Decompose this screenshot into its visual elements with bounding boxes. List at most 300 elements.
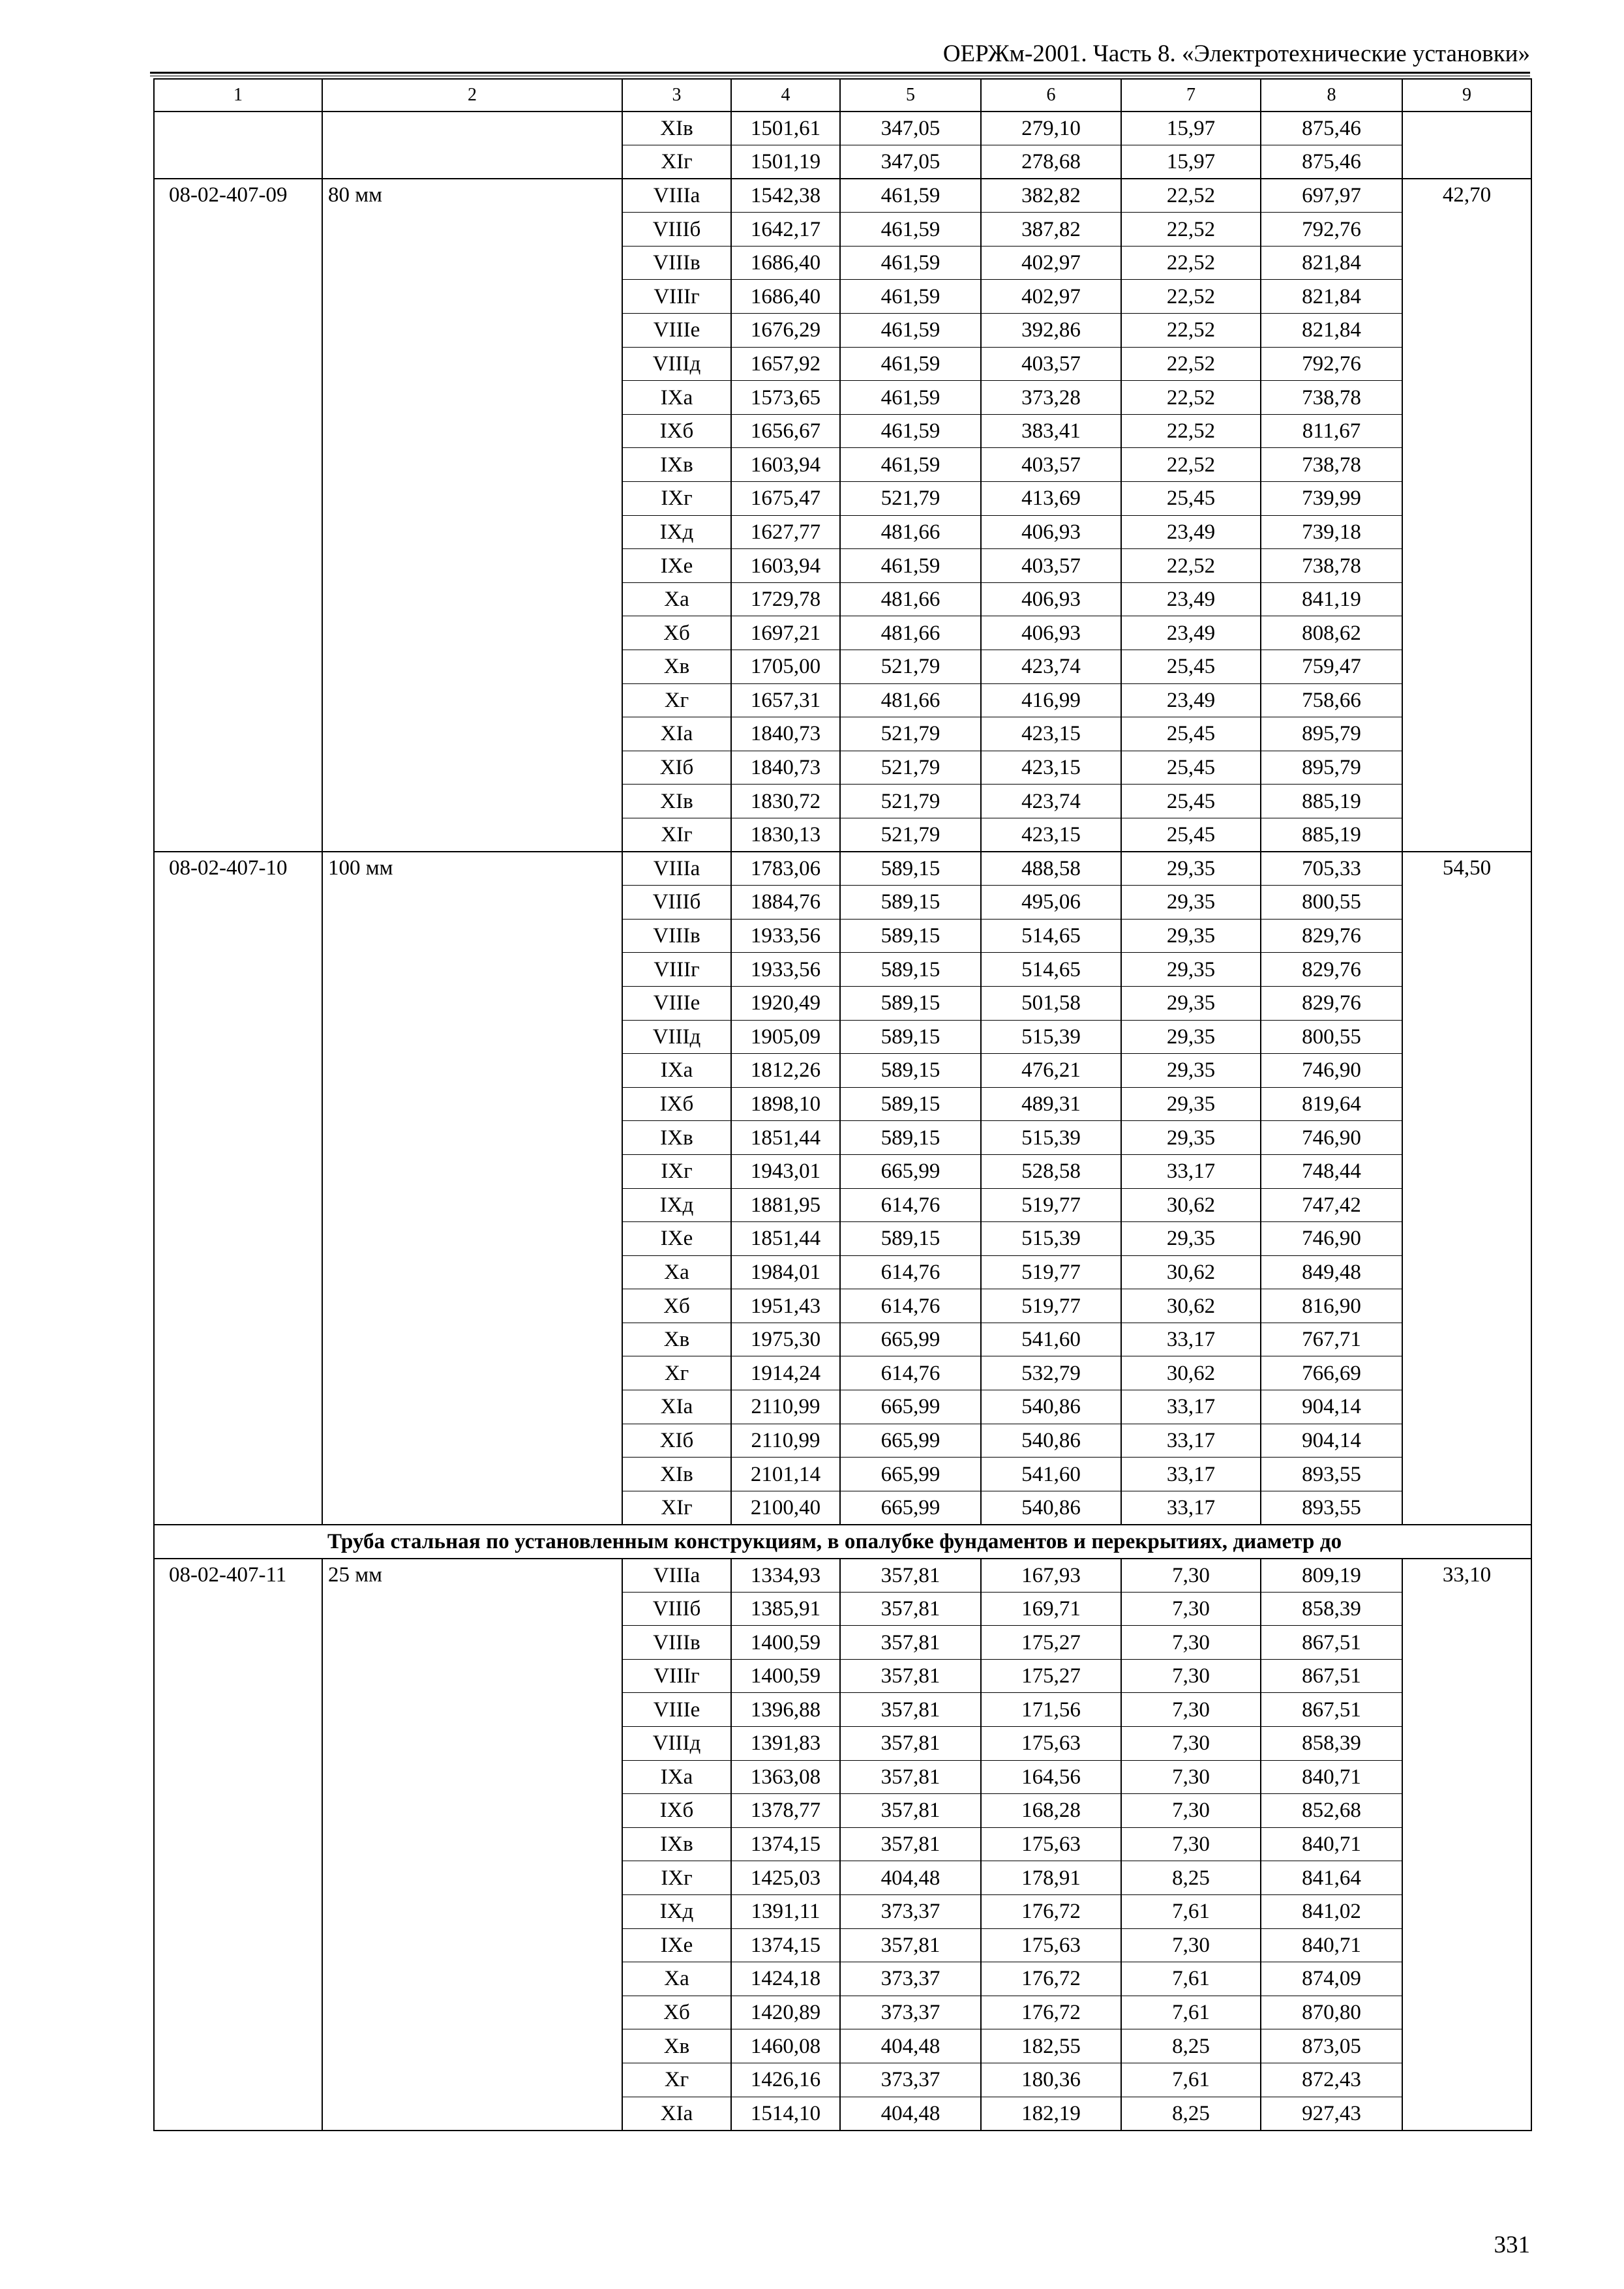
machine-cost-cell: 515,39 [981,1222,1121,1256]
material-cost-cell: 870,80 [1261,1996,1402,2029]
zone-cell: VIIIе [622,314,731,348]
machinist-wage-cell: 29,35 [1121,1087,1261,1121]
material-cost-cell: 849,48 [1261,1255,1402,1289]
machine-cost-cell: 175,63 [981,1727,1121,1761]
labor-wage-cell: 461,59 [840,381,981,415]
zone-cell: Xв [622,1323,731,1356]
direct-cost-cell: 1400,59 [731,1626,840,1660]
machine-cost-cell: 382,82 [981,179,1121,213]
column-number-header: 6 [981,79,1121,112]
rate-name-cell: 80 мм [322,179,622,852]
machinist-wage-cell: 15,97 [1121,112,1261,145]
material-cost-cell: 748,44 [1261,1154,1402,1188]
labor-hours-cell [1402,112,1531,179]
zone-cell: VIIIб [622,1592,731,1626]
zone-cell: IXе [622,1928,731,1962]
material-cost-cell: 904,14 [1261,1424,1402,1458]
name-cell [322,112,622,179]
labor-wage-cell: 481,66 [840,515,981,549]
direct-cost-cell: 1425,03 [731,1861,840,1895]
material-cost-cell: 738,78 [1261,549,1402,583]
material-cost-cell: 893,55 [1261,1458,1402,1491]
labor-wage-cell: 589,15 [840,1222,981,1256]
labor-wage-cell: 521,79 [840,818,981,852]
zone-cell: IXв [622,1121,731,1155]
machinist-wage-cell: 7,30 [1121,1592,1261,1626]
machinist-wage-cell: 33,17 [1121,1424,1261,1458]
zone-cell: Xв [622,2029,731,2063]
machine-cost-cell: 406,93 [981,582,1121,616]
machine-cost-cell: 501,58 [981,986,1121,1020]
code-cell [154,112,322,179]
labor-wage-cell: 357,81 [840,1592,981,1626]
labor-wage-cell: 589,15 [840,886,981,920]
direct-cost-cell: 2110,99 [731,1424,840,1458]
zone-cell: IXа [622,1054,731,1088]
zone-cell: XIа [622,2097,731,2131]
direct-cost-cell: 1424,18 [731,1962,840,1996]
material-cost-cell: 800,55 [1261,1020,1402,1054]
zone-cell: VIIIв [622,1626,731,1660]
machinist-wage-cell: 7,30 [1121,1827,1261,1861]
labor-wage-cell: 481,66 [840,683,981,717]
direct-cost-cell: 1914,24 [731,1356,840,1390]
machine-cost-cell: 519,77 [981,1188,1121,1222]
material-cost-cell: 819,64 [1261,1087,1402,1121]
zone-cell: Xб [622,616,731,650]
machinist-wage-cell: 29,35 [1121,1054,1261,1088]
column-number-header: 7 [1121,79,1261,112]
zone-cell: VIIIд [622,1020,731,1054]
direct-cost-cell: 1363,08 [731,1760,840,1794]
machine-cost-cell: 514,65 [981,953,1121,987]
labor-wage-cell: 357,81 [840,1928,981,1962]
machine-cost-cell: 403,57 [981,448,1121,482]
labor-wage-cell: 347,05 [840,145,981,179]
material-cost-cell: 746,90 [1261,1222,1402,1256]
labor-wage-cell: 665,99 [840,1424,981,1458]
machine-cost-cell: 406,93 [981,515,1121,549]
direct-cost-cell: 1783,06 [731,852,840,886]
material-cost-cell: 697,97 [1261,179,1402,213]
machine-cost-cell: 519,77 [981,1255,1121,1289]
machine-cost-cell: 540,86 [981,1491,1121,1525]
direct-cost-cell: 1642,17 [731,213,840,247]
zone-cell: Xа [622,1962,731,1996]
material-cost-cell: 927,43 [1261,2097,1402,2131]
machine-cost-cell: 519,77 [981,1289,1121,1323]
direct-cost-cell: 1334,93 [731,1559,840,1593]
machine-cost-cell: 278,68 [981,145,1121,179]
material-cost-cell: 867,51 [1261,1693,1402,1727]
direct-cost-cell: 1920,49 [731,986,840,1020]
direct-cost-cell: 1391,11 [731,1894,840,1928]
material-cost-cell: 840,71 [1261,1760,1402,1794]
material-cost-cell: 895,79 [1261,751,1402,785]
zone-cell: IXд [622,1188,731,1222]
machine-cost-cell: 387,82 [981,213,1121,247]
labor-wage-cell: 461,59 [840,549,981,583]
machine-cost-cell: 383,41 [981,414,1121,448]
labor-wage-cell: 521,79 [840,717,981,751]
machine-cost-cell: 176,72 [981,1894,1121,1928]
machinist-wage-cell: 22,52 [1121,381,1261,415]
direct-cost-cell: 1675,47 [731,482,840,516]
material-cost-cell: 759,47 [1261,650,1402,684]
material-cost-cell: 821,84 [1261,314,1402,348]
direct-cost-cell: 1374,15 [731,1928,840,1962]
machinist-wage-cell: 7,61 [1121,2063,1261,2097]
machinist-wage-cell: 30,62 [1121,1289,1261,1323]
labor-wage-cell: 461,59 [840,280,981,314]
labor-wage-cell: 521,79 [840,482,981,516]
machine-cost-cell: 423,15 [981,717,1121,751]
labor-wage-cell: 589,15 [840,1020,981,1054]
material-cost-cell: 746,90 [1261,1121,1402,1155]
labor-wage-cell: 461,59 [840,448,981,482]
zone-cell: IXб [622,1794,731,1828]
labor-wage-cell: 589,15 [840,986,981,1020]
labor-wage-cell: 461,59 [840,347,981,381]
machinist-wage-cell: 23,49 [1121,582,1261,616]
machinist-wage-cell: 15,97 [1121,145,1261,179]
zone-cell: VIIIг [622,280,731,314]
machinist-wage-cell: 33,17 [1121,1390,1261,1424]
direct-cost-cell: 1933,56 [731,953,840,987]
material-cost-cell: 841,19 [1261,582,1402,616]
direct-cost-cell: 1905,09 [731,1020,840,1054]
machine-cost-cell: 403,57 [981,549,1121,583]
zone-cell: IXа [622,1760,731,1794]
labor-wage-cell: 521,79 [840,650,981,684]
labor-wage-cell: 373,37 [840,1962,981,1996]
material-cost-cell: 858,39 [1261,1592,1402,1626]
zone-cell: XIв [622,112,731,145]
machine-cost-cell: 182,19 [981,2097,1121,2131]
zone-cell: VIIIв [622,919,731,953]
machinist-wage-cell: 22,52 [1121,414,1261,448]
labor-wage-cell: 589,15 [840,1121,981,1155]
material-cost-cell: 800,55 [1261,886,1402,920]
machine-cost-cell: 423,74 [981,785,1121,818]
labor-wage-cell: 521,79 [840,751,981,785]
zone-cell: VIIIа [622,852,731,886]
direct-cost-cell: 1603,94 [731,448,840,482]
labor-wage-cell: 614,76 [840,1255,981,1289]
labor-hours-cell: 33,10 [1402,1559,1531,2131]
column-number-row [154,79,1531,112]
machinist-wage-cell: 23,49 [1121,515,1261,549]
material-cost-cell: 874,09 [1261,1962,1402,1996]
machine-cost-cell: 476,21 [981,1054,1121,1088]
table-row [154,112,1531,145]
zone-cell: IXд [622,515,731,549]
machine-cost-cell: 540,86 [981,1390,1121,1424]
machinist-wage-cell: 25,45 [1121,650,1261,684]
section-title-row [154,1525,1531,1559]
machinist-wage-cell: 29,35 [1121,919,1261,953]
zone-cell: XIв [622,1458,731,1491]
material-cost-cell: 858,39 [1261,1727,1402,1761]
zone-cell: VIIIа [622,1559,731,1593]
table-row [154,852,1531,886]
material-cost-cell: 705,33 [1261,852,1402,886]
zone-cell: IXд [622,1894,731,1928]
zone-cell: VIIIд [622,1727,731,1761]
material-cost-cell: 811,67 [1261,414,1402,448]
rates-table [153,78,1532,2131]
rate-name-cell: 25 мм [322,1559,622,2131]
labor-wage-cell: 373,37 [840,1894,981,1928]
direct-cost-cell: 1676,29 [731,314,840,348]
machine-cost-cell: 402,97 [981,246,1121,280]
machine-cost-cell: 540,86 [981,1424,1121,1458]
material-cost-cell: 821,84 [1261,246,1402,280]
direct-cost-cell: 1951,43 [731,1289,840,1323]
rate-code-cell: 08-02-407-10 [154,852,322,1525]
labor-wage-cell: 357,81 [840,1727,981,1761]
material-cost-cell: 895,79 [1261,717,1402,751]
labor-wage-cell: 665,99 [840,1323,981,1356]
column-number-header: 3 [622,79,731,112]
machinist-wage-cell: 25,45 [1121,818,1261,852]
direct-cost-cell: 2110,99 [731,1390,840,1424]
material-cost-cell: 747,42 [1261,1188,1402,1222]
material-cost-cell: 816,90 [1261,1289,1402,1323]
direct-cost-cell: 1657,92 [731,347,840,381]
table-row [154,1559,1531,1593]
material-cost-cell: 738,78 [1261,381,1402,415]
zone-cell: Xг [622,1356,731,1390]
labor-wage-cell: 665,99 [840,1154,981,1188]
direct-cost-cell: 1400,59 [731,1659,840,1693]
zone-cell: VIIIв [622,246,731,280]
machine-cost-cell: 392,86 [981,314,1121,348]
direct-cost-cell: 2101,14 [731,1458,840,1491]
machinist-wage-cell: 29,35 [1121,1020,1261,1054]
machinist-wage-cell: 22,52 [1121,246,1261,280]
zone-cell: IXб [622,414,731,448]
labor-wage-cell: 589,15 [840,953,981,987]
zone-cell: VIIIа [622,179,731,213]
direct-cost-cell: 1420,89 [731,1996,840,2029]
direct-cost-cell: 1830,13 [731,818,840,852]
direct-cost-cell: 1933,56 [731,919,840,953]
material-cost-cell: 739,18 [1261,515,1402,549]
labor-wage-cell: 614,76 [840,1289,981,1323]
direct-cost-cell: 2100,40 [731,1491,840,1525]
labor-wage-cell: 357,81 [840,1794,981,1828]
zone-cell: VIIIб [622,886,731,920]
machinist-wage-cell: 22,52 [1121,280,1261,314]
machine-cost-cell: 167,93 [981,1559,1121,1593]
zone-cell: Xа [622,1255,731,1289]
zone-cell: XIа [622,1390,731,1424]
zone-cell: XIв [622,785,731,818]
material-cost-cell: 792,76 [1261,347,1402,381]
machine-cost-cell: 515,39 [981,1020,1121,1054]
machinist-wage-cell: 22,52 [1121,549,1261,583]
machinist-wage-cell: 33,17 [1121,1491,1261,1525]
column-number-header: 2 [322,79,622,112]
machinist-wage-cell: 30,62 [1121,1255,1261,1289]
labor-wage-cell: 481,66 [840,582,981,616]
machinist-wage-cell: 22,52 [1121,314,1261,348]
machinist-wage-cell: 33,17 [1121,1458,1261,1491]
labor-wage-cell: 373,37 [840,1996,981,2029]
zone-cell: IXг [622,1861,731,1895]
zone-cell: IXб [622,1087,731,1121]
labor-wage-cell: 357,81 [840,1693,981,1727]
material-cost-cell: 840,71 [1261,1827,1402,1861]
machine-cost-cell: 423,74 [981,650,1121,684]
labor-wage-cell: 665,99 [840,1491,981,1525]
direct-cost-cell: 1884,76 [731,886,840,920]
material-cost-cell: 766,69 [1261,1356,1402,1390]
direct-cost-cell: 1686,40 [731,246,840,280]
machinist-wage-cell: 29,35 [1121,852,1261,886]
machinist-wage-cell: 29,35 [1121,953,1261,987]
machine-cost-cell: 178,91 [981,1861,1121,1895]
machine-cost-cell: 495,06 [981,886,1121,920]
direct-cost-cell: 1705,00 [731,650,840,684]
material-cost-cell: 808,62 [1261,616,1402,650]
material-cost-cell: 841,02 [1261,1894,1402,1928]
machinist-wage-cell: 7,30 [1121,1559,1261,1593]
labor-wage-cell: 589,15 [840,919,981,953]
direct-cost-cell: 1391,83 [731,1727,840,1761]
labor-wage-cell: 461,59 [840,179,981,213]
labor-wage-cell: 461,59 [840,414,981,448]
machinist-wage-cell: 8,25 [1121,1861,1261,1895]
labor-wage-cell: 461,59 [840,246,981,280]
labor-wage-cell: 614,76 [840,1356,981,1390]
machine-cost-cell: 413,69 [981,482,1121,516]
material-cost-cell: 841,64 [1261,1861,1402,1895]
zone-cell: IXв [622,1827,731,1861]
column-number-header: 4 [731,79,840,112]
machine-cost-cell: 175,63 [981,1928,1121,1962]
table-row [154,179,1531,213]
zone-cell: XIа [622,717,731,751]
machinist-wage-cell: 7,30 [1121,1626,1261,1660]
direct-cost-cell: 1656,67 [731,414,840,448]
zone-cell: IXв [622,448,731,482]
direct-cost-cell: 1501,61 [731,112,840,145]
machine-cost-cell: 402,97 [981,280,1121,314]
machine-cost-cell: 541,60 [981,1323,1121,1356]
machinist-wage-cell: 30,62 [1121,1188,1261,1222]
machine-cost-cell: 373,28 [981,381,1121,415]
section-title: Труба стальная по установленным конструкциям, в опалубке фундаментов и перекрытиях, диаметр до [154,1525,1531,1559]
material-cost-cell: 809,19 [1261,1559,1402,1593]
machinist-wage-cell: 7,61 [1121,1962,1261,1996]
machinist-wage-cell: 25,45 [1121,482,1261,516]
direct-cost-cell: 1851,44 [731,1222,840,1256]
machine-cost-cell: 532,79 [981,1356,1121,1390]
rate-name-cell: 100 мм [322,852,622,1525]
machinist-wage-cell: 7,30 [1121,1794,1261,1828]
material-cost-cell: 885,19 [1261,785,1402,818]
machinist-wage-cell: 7,61 [1121,1894,1261,1928]
zone-cell: Xб [622,1289,731,1323]
material-cost-cell: 746,90 [1261,1054,1402,1088]
machine-cost-cell: 514,65 [981,919,1121,953]
direct-cost-cell: 1603,94 [731,549,840,583]
rate-code-cell: 08-02-407-09 [154,179,322,852]
machine-cost-cell: 488,58 [981,852,1121,886]
direct-cost-cell: 1697,21 [731,616,840,650]
material-cost-cell: 840,71 [1261,1928,1402,1962]
zone-cell: Xг [622,683,731,717]
labor-wage-cell: 589,15 [840,852,981,886]
direct-cost-cell: 1542,38 [731,179,840,213]
machinist-wage-cell: 7,30 [1121,1928,1261,1962]
material-cost-cell: 821,84 [1261,280,1402,314]
machinist-wage-cell: 8,25 [1121,2097,1261,2131]
material-cost-cell: 867,51 [1261,1626,1402,1660]
machinist-wage-cell: 7,30 [1121,1727,1261,1761]
machine-cost-cell: 176,72 [981,1996,1121,2029]
labor-wage-cell: 357,81 [840,1760,981,1794]
page-number: 331 [1494,2232,1530,2258]
zone-cell: Xб [622,1996,731,2029]
material-cost-cell: 885,19 [1261,818,1402,852]
material-cost-cell: 852,68 [1261,1794,1402,1828]
machinist-wage-cell: 29,35 [1121,986,1261,1020]
machine-cost-cell: 175,27 [981,1626,1121,1660]
zone-cell: XIб [622,751,731,785]
direct-cost-cell: 1881,95 [731,1188,840,1222]
labor-wage-cell: 357,81 [840,1626,981,1660]
zone-cell: VIIIд [622,347,731,381]
zone-cell: Xг [622,2063,731,2097]
direct-cost-cell: 1396,88 [731,1693,840,1727]
running-header: ОЕРЖм-2001. Часть 8. «Электротехнические установки» [942,40,1530,67]
labor-wage-cell: 589,15 [840,1054,981,1088]
direct-cost-cell: 1943,01 [731,1154,840,1188]
labor-wage-cell: 404,48 [840,2097,981,2131]
direct-cost-cell: 1374,15 [731,1827,840,1861]
direct-cost-cell: 1501,19 [731,145,840,179]
machinist-wage-cell: 25,45 [1121,785,1261,818]
direct-cost-cell: 1460,08 [731,2029,840,2063]
machinist-wage-cell: 7,30 [1121,1693,1261,1727]
rate-code-cell: 08-02-407-11 [154,1559,322,2131]
machine-cost-cell: 176,72 [981,1962,1121,1996]
direct-cost-cell: 1830,72 [731,785,840,818]
machinist-wage-cell: 33,17 [1121,1323,1261,1356]
direct-cost-cell: 1851,44 [731,1121,840,1155]
machinist-wage-cell: 22,52 [1121,448,1261,482]
machine-cost-cell: 406,93 [981,616,1121,650]
labor-wage-cell: 347,05 [840,112,981,145]
machinist-wage-cell: 22,52 [1121,213,1261,247]
machinist-wage-cell: 7,61 [1121,1996,1261,2029]
machine-cost-cell: 423,15 [981,751,1121,785]
direct-cost-cell: 1984,01 [731,1255,840,1289]
labor-wage-cell: 521,79 [840,785,981,818]
labor-wage-cell: 373,37 [840,2063,981,2097]
labor-wage-cell: 357,81 [840,1559,981,1593]
machinist-wage-cell: 23,49 [1121,616,1261,650]
direct-cost-cell: 1898,10 [731,1087,840,1121]
machinist-wage-cell: 29,35 [1121,886,1261,920]
direct-cost-cell: 1514,10 [731,2097,840,2131]
labor-wage-cell: 481,66 [840,616,981,650]
machinist-wage-cell: 22,52 [1121,347,1261,381]
machine-cost-cell: 515,39 [981,1121,1121,1155]
